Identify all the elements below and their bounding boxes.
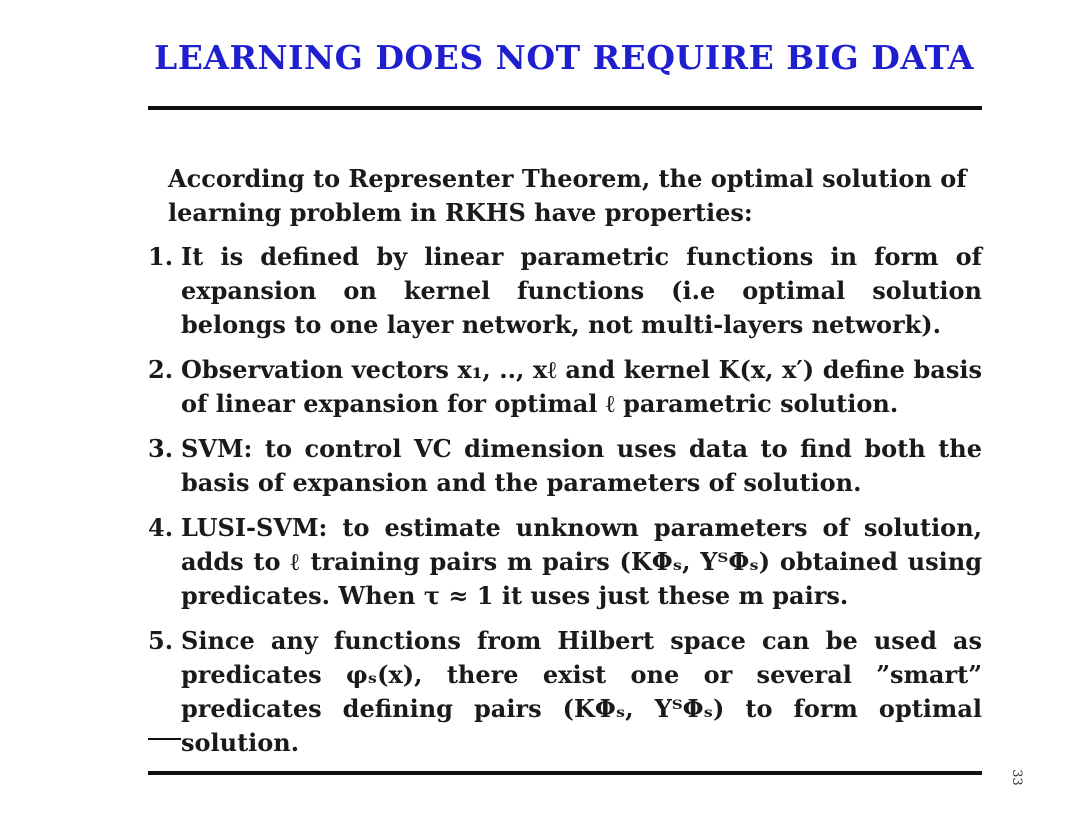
footnote-dash <box>148 738 181 740</box>
top-rule <box>148 106 982 110</box>
property-item-5 <box>148 624 982 760</box>
item-text: Since any functions from Hilbert space can be used as predicates φₛ(x), there exist one or several ”smart” predicates defining pairs (KΦₛ, YᵀΦₛ) to form optimal solution. <box>181 626 982 757</box>
item-text: It is defined by linear parametric functions in form of expansion on kernel functions (i.e optimal solution belongs to one layer network, not multi-layers network). <box>181 242 982 339</box>
slide-title: LEARNING DOES NOT REQUIRE BIG DATA <box>154 38 974 77</box>
property-item-2 <box>148 353 982 421</box>
properties-list <box>148 240 982 771</box>
item-number: 3. <box>148 434 174 463</box>
item-text: LUSI-SVM: to estimate unknown parameters of solution, adds to ℓ training pairs m pairs (KΦₛ, YᵀΦₛ) obtained using predicates. When τ ≈ 1 it uses just these m pairs. <box>181 513 982 610</box>
item-text: SVM: to control VC dimension uses data to find both the basis of expansion and the parameters of solution. <box>181 434 982 497</box>
item-text: Observation vectors x₁, .., xℓ and kernel K(x, x′) define basis of linear expansion for optimal ℓ parametric solution. <box>181 355 982 418</box>
property-item-3 <box>148 432 982 500</box>
property-item-1 <box>148 240 982 342</box>
page-number: 33 <box>1008 769 1024 786</box>
item-number: 4. <box>148 513 174 542</box>
item-number: 5. <box>148 626 174 655</box>
item-number: 2. <box>148 355 174 384</box>
property-item-4 <box>148 511 982 613</box>
intro-text: According to Representer Theorem, the optimal solution of learning problem in RKHS have properties: <box>168 164 967 227</box>
item-number: 1. <box>148 242 174 271</box>
bottom-rule <box>148 771 982 775</box>
